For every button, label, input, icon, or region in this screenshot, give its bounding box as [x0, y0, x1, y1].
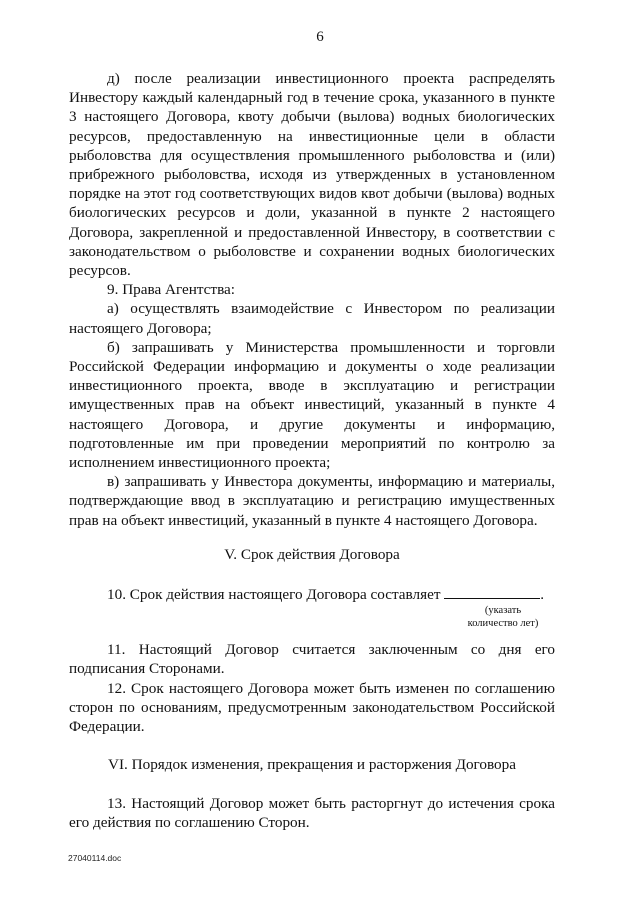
document-body — [69, 69, 555, 832]
paragraph-10-text: 10. Срок действия настоящего Договора составляет — [107, 586, 441, 604]
term-footnote: (указать количество лет) — [467, 605, 539, 630]
page-number: 6 — [316, 29, 324, 45]
paragraph-13: 13. Настоящий Договор может быть расторгнут до истечения срока его действия по соглашению Сторон. — [69, 794, 555, 831]
paragraph-10-end: . — [540, 586, 545, 604]
paragraph-8d: д) после реализации инвестиционного проекта распределять Инвестору каждый календарный год в течение срока, указанного в пункте 3 настоящего Договора, квоту добычи (вылова) водных биологических ресурсов, предоставленную на инвестиционные цели в области рыболовства для осуществления промышленного рыболовства и (или) прибрежного рыболовства, исходя из утвержденных в установленном порядке на этот год соответствующих видов квот добычи (вылова) водных биологических ресурсов и доли, указанной в пункте 2 настоящего Договора, закрепленной и предоставленной Инвестору, в соответствии с законодательством о рыболовстве и сохранении водных биологических ресурсов. — [69, 70, 555, 280]
section-vi-heading: VI. Порядок изменения, прекращения и расторжения Договора — [108, 756, 516, 774]
paragraph-12: 12. Срок настоящего Договора может быть изменен по соглашению сторон по основаниям, предусмотренным законодательством Российской Федерации. — [69, 679, 555, 736]
paragraph-11: 11. Настоящий Договор считается заключенным со дня его подписания Сторонами. — [69, 641, 555, 678]
section-v-heading: V. Срок действия Договора — [224, 545, 400, 563]
paragraph-10 — [69, 584, 555, 604]
file-name-footer: 27040114.doc — [68, 853, 122, 863]
paragraph-9a: а) осуществлять взаимодействие с Инвестором по реализации настоящего Договора; — [69, 300, 555, 337]
paragraph-9b: б) запрашивать у Министерства промышленности и торговли Российской Федерации информацию и документы о ходе реализации инвестиционного проекта, вводе в эксплуатацию и регистрации имущественных прав на объект инвестиций, указанный в пункте 4 настоящего Договора, и другие документы и информацию, подготовленные им при проведении мероприятий по контролю за исполнением инвестиционного проекта; — [69, 338, 555, 472]
term-blank-line — [444, 584, 540, 599]
paragraph-9-title: 9. Права Агентства: — [107, 281, 235, 299]
paragraph-9v: в) запрашивать у Инвестора документы, информацию и материалы, подтверждающие ввод в эксплуатацию и регистрацию имущественных прав на объект инвестиций, указанный в пункте 4 настоящего Договора. — [69, 473, 555, 529]
